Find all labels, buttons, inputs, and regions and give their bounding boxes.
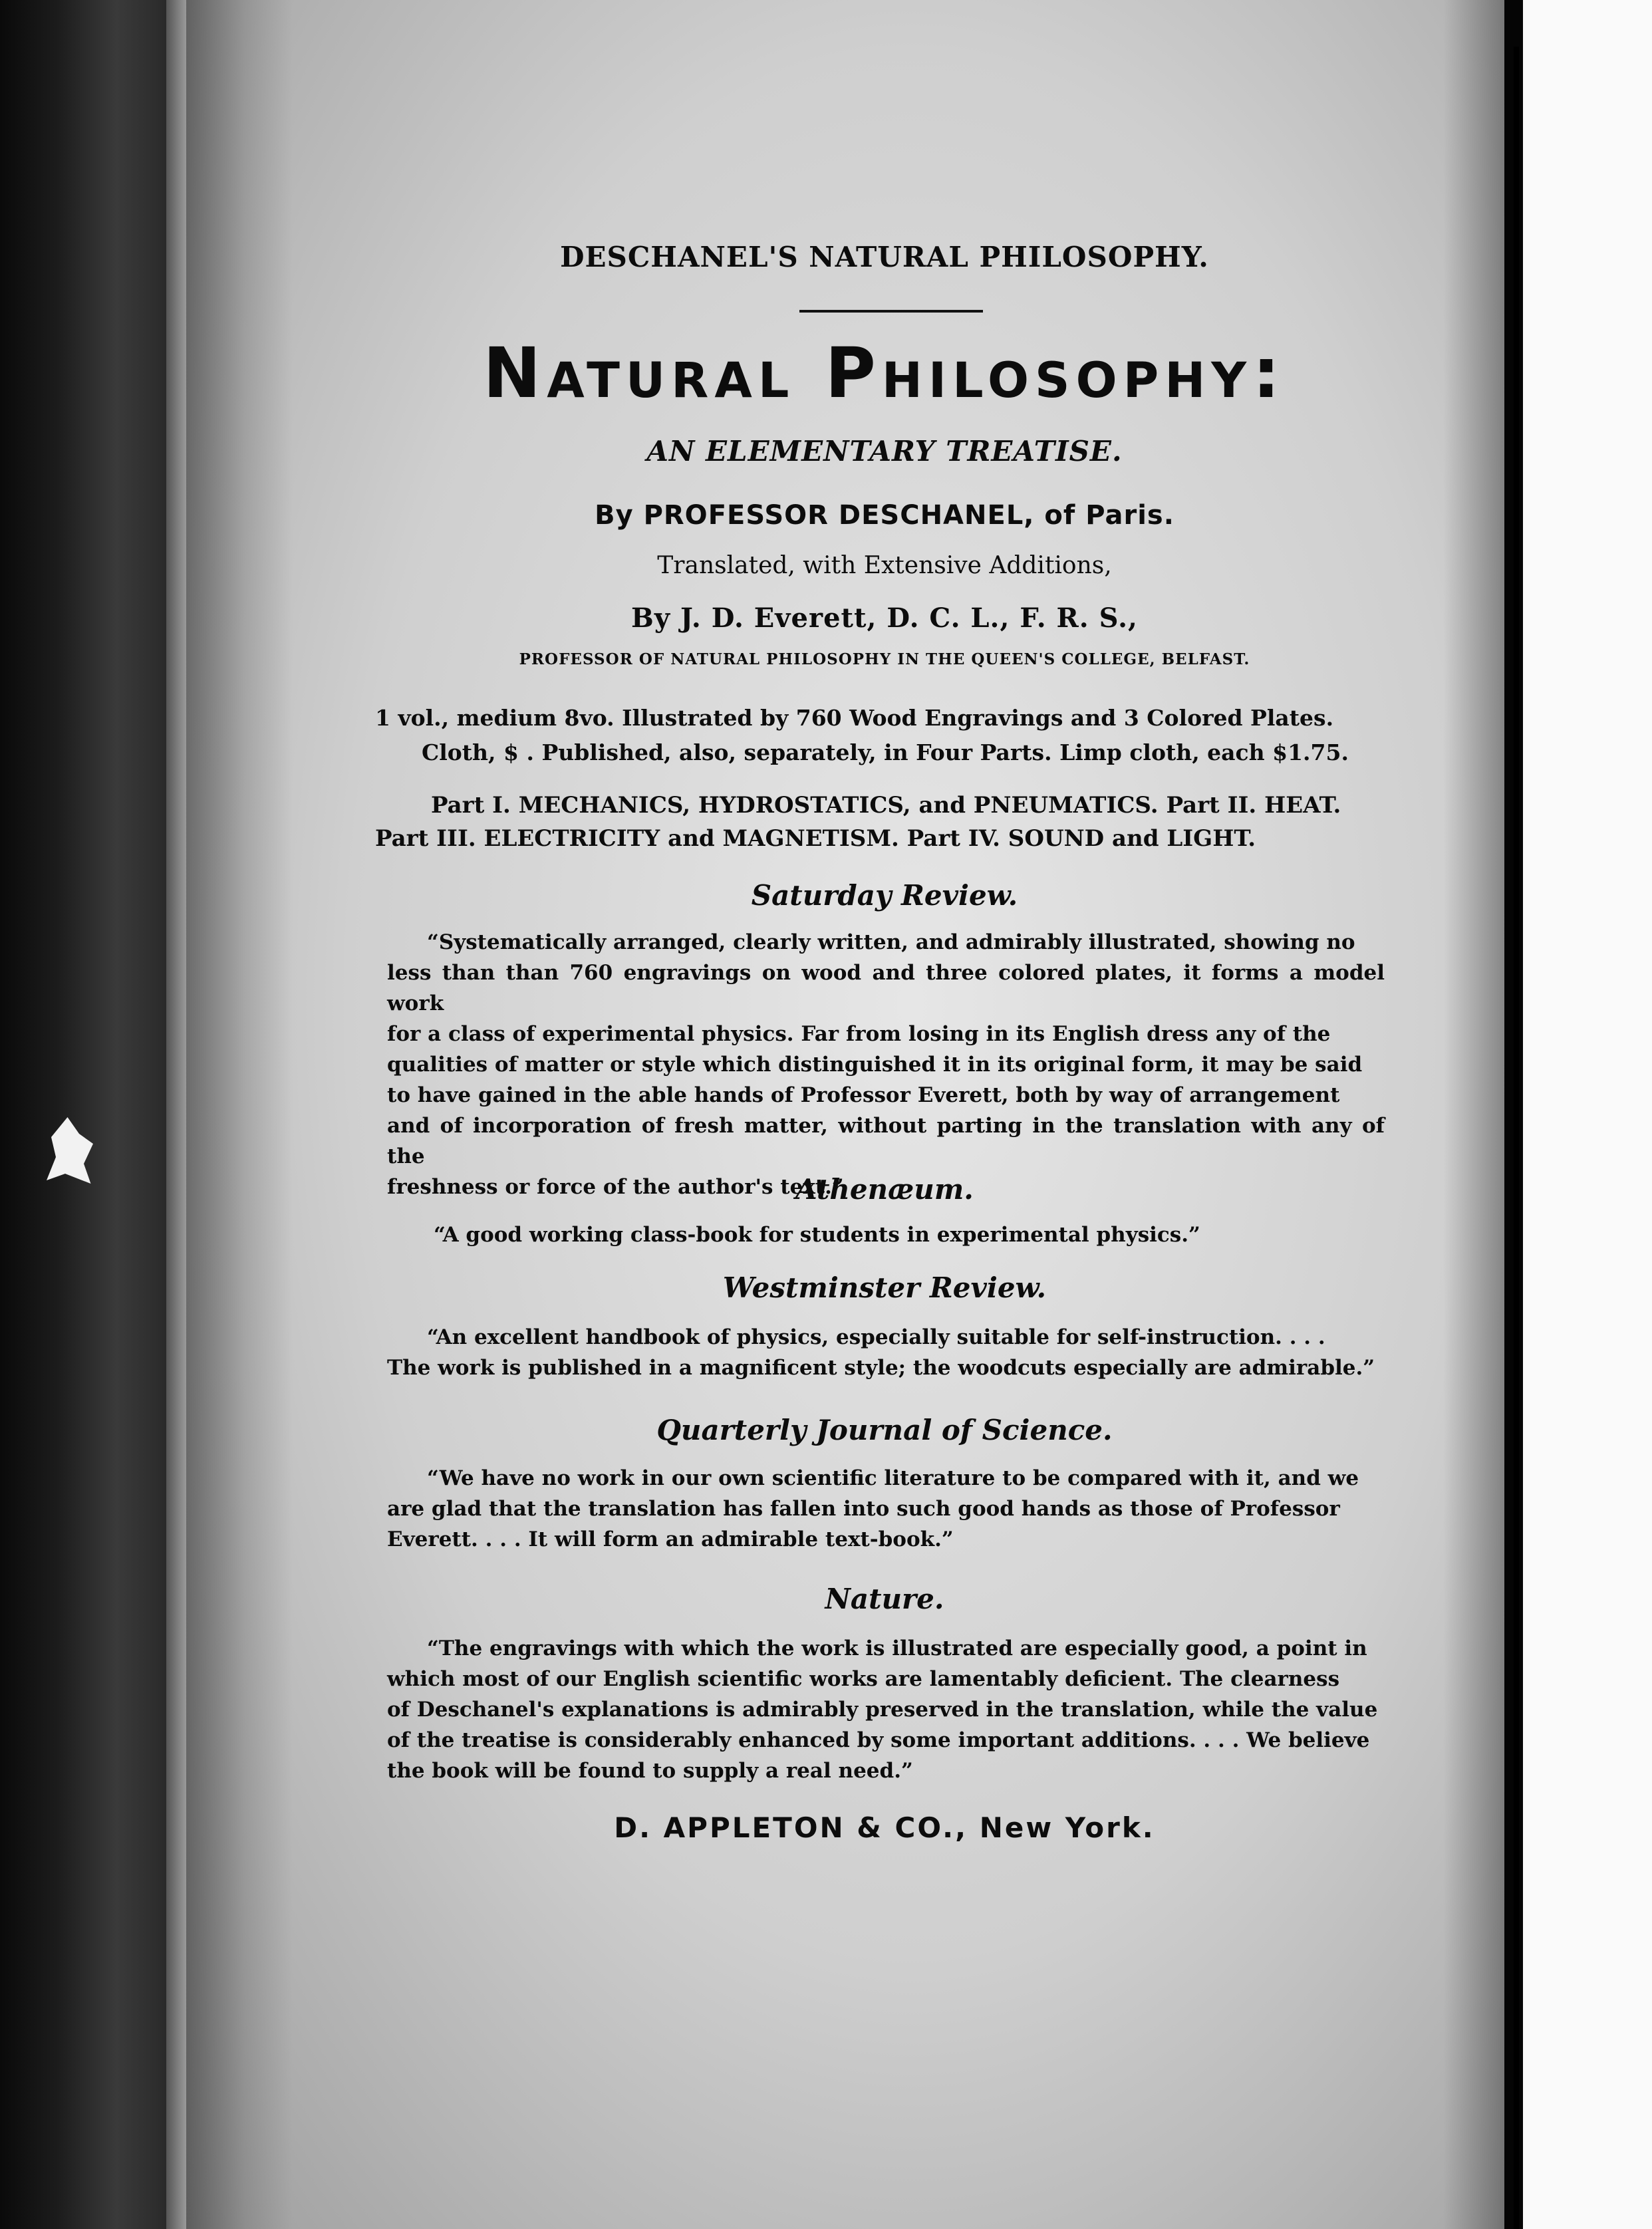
review-source: Athenæum. [795,1173,974,1206]
quote-line: freshness or force of the author's text.” [387,1175,844,1199]
quote-line: “The engravings with which the work is illustrated are especially good, a point in [427,1637,1367,1660]
quote-line: of Deschanel's explanations is admirably preserved in the translation, while the value [387,1698,1378,1722]
parts-line: Part III. ELECTRICITY and MAGNETISM. Part IV. SOUND and LIGHT. [375,825,1256,852]
page-edge-shadow [1443,0,1504,2229]
translated-line: Translated, with Extensive Additions, [657,552,1112,579]
quote-line: are glad that the translation has fallen into such good hands as those of Professor [387,1497,1340,1521]
quote-line: The work is published in a magnificent style; the woodcuts especially are admirable.” [387,1356,1375,1380]
quote-line: which most of our English scientific works are lamentably deficient. The clearness [387,1667,1340,1691]
quote-line: “A good working class-book for students in experimental physics.” [434,1223,1200,1247]
review-quote [387,1220,1385,1250]
quote-line: and of incorporation of fresh matter, without parting in the translation with any of the [387,1114,1385,1168]
quote-line: the book will be found to supply a real need.” [387,1759,913,1783]
quote-line: less than than 760 engravings on wood and three colored plates, it forms a model work [387,961,1385,1015]
quote-line: Everett. . . . It will form an admirable text-book.” [387,1527,954,1551]
translator-name: By J. D. Everett, D. C. L., F. R. S., [631,602,1138,634]
review-source: Saturday Review. [751,879,1018,912]
parts-list [368,789,1399,855]
adjacent-page [1523,0,1652,2229]
quote-line: qualities of matter or style which distinguished it in its original form, it may be said [387,1053,1363,1077]
page-gutter-shadow [186,0,293,2229]
running-head: DESCHANEL'S NATURAL PHILOSOPHY. [560,241,1209,273]
publication-line: 1 vol., medium 8vo. Illustrated by 760 Wood Engravings and 3 Colored Plates. [375,705,1334,731]
book-title: Natural Philosophy: [483,332,1286,414]
head-rule [799,310,983,313]
translator-title: PROFESSOR OF NATURAL PHILOSOPHY IN THE QUEEN'S COLLEGE, BELFAST. [519,650,1250,668]
quote-line: for a class of experimental physics. Far from losing in its English dress any of the [387,1022,1331,1046]
review-quote [387,1322,1385,1383]
review-quote [387,1463,1385,1555]
book-subtitle: AN ELEMENTARY TREATISE. [646,435,1123,467]
quote-line: “We have no work in our own scientific literature to be compared with it, and we [427,1466,1359,1490]
spine-edge [166,0,186,2229]
review-source: Westminster Review. [722,1271,1047,1304]
review-source: Nature. [825,1583,944,1615]
quote-line: “An excellent handbook of physics, especially suitable for self-instruction. . . . [427,1325,1325,1349]
quote-line: to have gained in the able hands of Professor Everett, both by way of arrangement [387,1083,1340,1107]
publisher-imprint: D. APPLETON & CO., New York. [614,1811,1155,1844]
review-source: Quarterly Journal of Science. [656,1414,1113,1446]
review-quote [387,1633,1385,1786]
author-line: By PROFESSOR DESCHANEL, of Paris. [595,500,1174,531]
publication-details [368,701,1393,770]
parts-line: Part I. MECHANICS, HYDROSTATICS, and PNEUMATICS. Part II. HEAT. [431,792,1341,819]
publication-line: Cloth, $ . Published, also, separately, in Four Parts. Limp cloth, each $1.75. [422,739,1349,765]
page-border-line [1514,47,1519,2229]
review-quote [387,927,1385,1202]
quote-line: of the treatise is considerably enhanced by some important additions. . . . We believe [387,1728,1370,1752]
book-spine [0,0,166,2229]
quote-line: “Systematically arranged, clearly written, and admirably illustrated, showing no [427,930,1355,954]
